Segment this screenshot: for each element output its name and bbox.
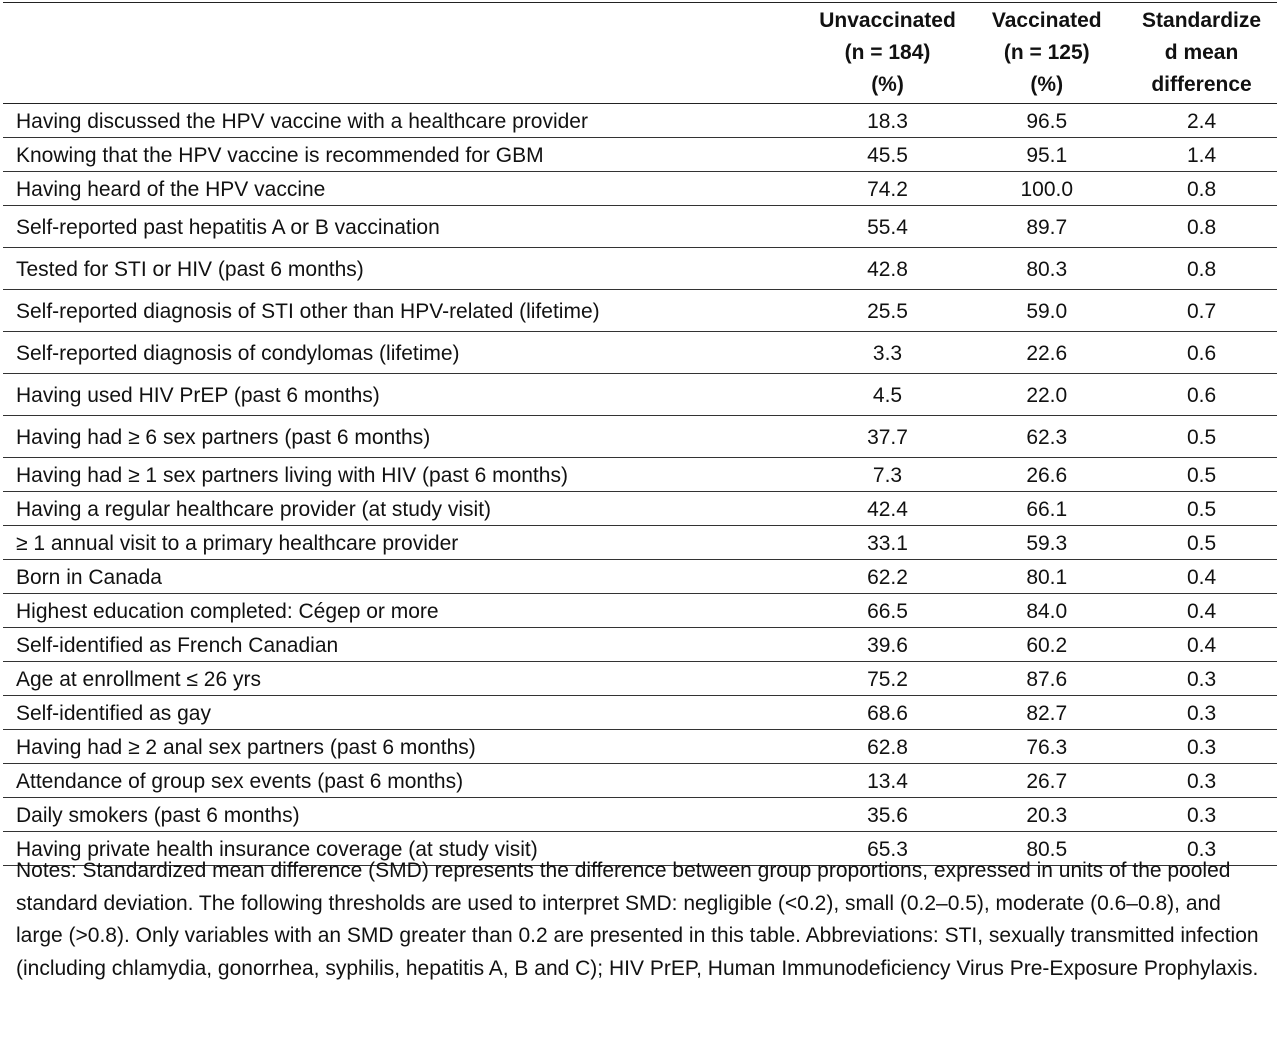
smd-value: 0.3: [1126, 662, 1277, 696]
row-label: Daily smokers (past 6 months): [3, 798, 808, 832]
data-table-container: [3, 2, 1277, 866]
table-row: [3, 416, 1277, 458]
smd-value: 0.3: [1126, 730, 1277, 764]
row-label: Self-identified as gay: [3, 696, 808, 730]
table-row: [3, 104, 1277, 138]
unvaccinated-value: 39.6: [808, 628, 968, 662]
row-label: Having had ≥ 2 anal sex partners (past 6 months): [3, 730, 808, 764]
unvaccinated-value: 68.6: [808, 696, 968, 730]
smd-value: 0.8: [1126, 172, 1277, 206]
unvaccinated-value: 18.3: [808, 104, 968, 138]
vaccinated-value: 22.6: [967, 332, 1126, 374]
unvaccinated-value: 62.2: [808, 560, 968, 594]
row-label: Age at enrollment ≤ 26 yrs: [3, 662, 808, 696]
table-row: [3, 248, 1277, 290]
table-row: [3, 594, 1277, 628]
smd-value: 0.3: [1126, 696, 1277, 730]
smd-value: 0.5: [1126, 458, 1277, 492]
smd-value: 1.4: [1126, 138, 1277, 172]
vaccinated-value: 87.6: [967, 662, 1126, 696]
smd-value: 0.5: [1126, 526, 1277, 560]
table-row: [3, 206, 1277, 248]
header-unvaccinated-line: (%): [871, 73, 904, 96]
header-unvaccinated: [808, 3, 968, 104]
table-row: [3, 798, 1277, 832]
vaccinated-value: 84.0: [967, 594, 1126, 628]
smd-value: 0.6: [1126, 332, 1277, 374]
table-row: [3, 172, 1277, 206]
header-smd-line: d mean: [1164, 41, 1239, 64]
row-label: Tested for STI or HIV (past 6 months): [3, 248, 808, 290]
unvaccinated-value: 62.8: [808, 730, 968, 764]
vaccinated-value: 62.3: [967, 416, 1126, 458]
header-vaccinated-line: (n = 125): [1003, 41, 1090, 64]
vaccinated-value: 89.7: [967, 206, 1126, 248]
row-label: Knowing that the HPV vaccine is recommended for GBM: [3, 138, 808, 172]
unvaccinated-value: 37.7: [808, 416, 968, 458]
row-label: Having had ≥ 1 sex partners living with HIV (past 6 months): [3, 458, 808, 492]
smd-table: [3, 2, 1277, 866]
vaccinated-value: 22.0: [967, 374, 1126, 416]
unvaccinated-value: 7.3: [808, 458, 968, 492]
smd-value: 0.4: [1126, 560, 1277, 594]
row-label: Self-reported diagnosis of condylomas (lifetime): [3, 332, 808, 374]
unvaccinated-value: 55.4: [808, 206, 968, 248]
table-row: [3, 332, 1277, 374]
row-label: Born in Canada: [3, 560, 808, 594]
unvaccinated-value: 4.5: [808, 374, 968, 416]
unvaccinated-value: 74.2: [808, 172, 968, 206]
header-vaccinated-line: (%): [1030, 73, 1064, 96]
unvaccinated-value: 35.6: [808, 798, 968, 832]
unvaccinated-value: 42.4: [808, 492, 968, 526]
row-label: Having had ≥ 6 sex partners (past 6 months): [3, 416, 808, 458]
row-label: Highest education completed: Cégep or more: [3, 594, 808, 628]
table-row: [3, 662, 1277, 696]
header-smd: [1126, 3, 1277, 104]
header-label: [3, 3, 808, 104]
table-row: [3, 492, 1277, 526]
row-label: Self-reported diagnosis of STI other than HPV-related (lifetime): [3, 290, 808, 332]
row-label: Having discussed the HPV vaccine with a healthcare provider: [3, 104, 808, 138]
unvaccinated-value: 75.2: [808, 662, 968, 696]
row-label: Attendance of group sex events (past 6 months): [3, 764, 808, 798]
header-unvaccinated-line: Unvaccinated: [819, 9, 956, 32]
table-notes: Notes: Standardized mean difference (SMD) represents the difference between group proportions, expressed in units of the pooled standard deviation. The following thresholds are used to interpret SMD: negligible (<0.2), small (0.2–0.5), moderate (0.6–0.8), and large (>0.8). Only variables with an SMD greater than 0.2 are presented in this table. Abbreviations: STI, sexually transmitted infection (including chlamydia, gonorrhea, syphilis, hepatitis A, B and C); HIV PrEP, Human Immunodeficiency Virus Pre-Exposure Prophylaxis.: [16, 859, 1259, 980]
smd-value: 0.6: [1126, 374, 1277, 416]
smd-value: 0.5: [1126, 416, 1277, 458]
vaccinated-value: 82.7: [967, 696, 1126, 730]
vaccinated-value: 95.1: [967, 138, 1126, 172]
header-vaccinated: [967, 3, 1126, 104]
vaccinated-value: 20.3: [967, 798, 1126, 832]
row-label: ≥ 1 annual visit to a primary healthcare provider: [3, 526, 808, 560]
smd-value: 2.4: [1126, 104, 1277, 138]
smd-value: 0.5: [1126, 492, 1277, 526]
table-row: [3, 138, 1277, 172]
row-label: Having heard of the HPV vaccine: [3, 172, 808, 206]
header-smd-line: difference: [1151, 73, 1252, 96]
smd-value: 0.7: [1126, 290, 1277, 332]
smd-value: 0.3: [1126, 798, 1277, 832]
header-unvaccinated-line: (n = 184): [844, 41, 931, 64]
unvaccinated-value: 25.5: [808, 290, 968, 332]
smd-value: 0.4: [1126, 628, 1277, 662]
vaccinated-value: 80.3: [967, 248, 1126, 290]
vaccinated-value: 26.6: [967, 458, 1126, 492]
row-label: Self-reported past hepatitis A or B vaccination: [3, 206, 808, 248]
table-row: [3, 696, 1277, 730]
smd-value: 0.3: [1126, 764, 1277, 798]
unvaccinated-value: 33.1: [808, 526, 968, 560]
table-row: [3, 526, 1277, 560]
table-row: [3, 374, 1277, 416]
vaccinated-value: 96.5: [967, 104, 1126, 138]
row-label: Self-identified as French Canadian: [3, 628, 808, 662]
header-smd-line: Standardize: [1142, 9, 1262, 32]
unvaccinated-value: 42.8: [808, 248, 968, 290]
vaccinated-value: 100.0: [967, 172, 1126, 206]
vaccinated-value: 80.1: [967, 560, 1126, 594]
vaccinated-value: 66.1: [967, 492, 1126, 526]
vaccinated-value: 26.7: [967, 764, 1126, 798]
vaccinated-value: 76.3: [967, 730, 1126, 764]
vaccinated-value: 80.5: [967, 832, 1126, 866]
row-label: Having used HIV PrEP (past 6 months): [3, 374, 808, 416]
table-row: [3, 458, 1277, 492]
table-row: [3, 764, 1277, 798]
smd-value: 0.8: [1126, 248, 1277, 290]
table-row: [3, 730, 1277, 764]
unvaccinated-value: 65.3: [808, 832, 968, 866]
vaccinated-value: 60.2: [967, 628, 1126, 662]
smd-value: 0.3: [1126, 832, 1277, 866]
table-row: [3, 560, 1277, 594]
table-row: [3, 290, 1277, 332]
smd-value: 0.4: [1126, 594, 1277, 628]
unvaccinated-value: 45.5: [808, 138, 968, 172]
unvaccinated-value: 3.3: [808, 332, 968, 374]
vaccinated-value: 59.0: [967, 290, 1126, 332]
table-body: [3, 104, 1277, 866]
unvaccinated-value: 66.5: [808, 594, 968, 628]
table-header: [3, 3, 1277, 104]
vaccinated-value: 59.3: [967, 526, 1126, 560]
header-row: [3, 3, 1277, 104]
row-label: Having private health insurance coverage (at study visit): [3, 832, 808, 866]
unvaccinated-value: 13.4: [808, 764, 968, 798]
table-row: [3, 628, 1277, 662]
header-vaccinated-line: Vaccinated: [991, 9, 1102, 32]
smd-value: 0.8: [1126, 206, 1277, 248]
row-label: Having a regular healthcare provider (at study visit): [3, 492, 808, 526]
